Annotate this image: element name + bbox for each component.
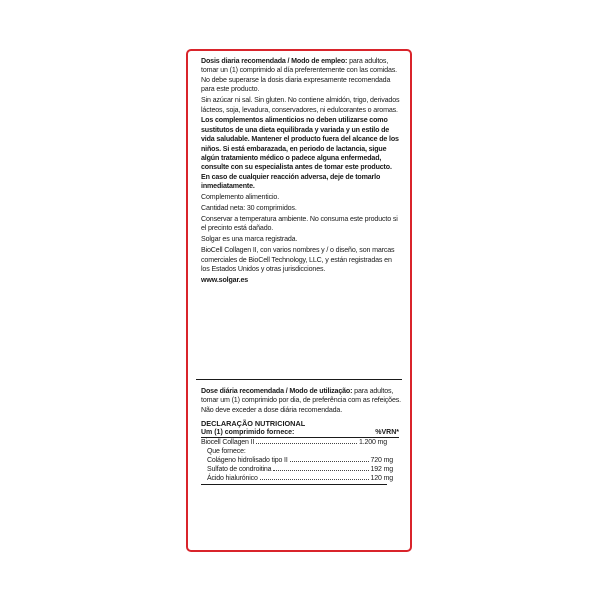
es-net-quantity: Cantidad neta: 30 comprimidos. xyxy=(201,204,297,213)
sub-item-name: Ácido hialurónico xyxy=(207,475,258,483)
table-row xyxy=(201,456,393,465)
sub-item-amount: 192 mg xyxy=(370,466,393,474)
es-dose-label: Dosis diaria recomendada / Modo de empleo: xyxy=(201,57,348,65)
es-free-from: Sin azúcar ni sal. Sin gluten. No contiene almidón, trigo, derivados lácteos, soja, levadura, conservadores, ni edulcorantes o aromas. xyxy=(201,96,400,114)
pt-dose-label: Dose diária recomendada / Modo de utilização: xyxy=(201,387,353,395)
sub-item-amount: 720 mg xyxy=(370,457,393,465)
es-website: www.solgar.es xyxy=(201,275,249,284)
es-dose-text: para adultos, tomar un (1) comprimido al día preferentemente con las comidas. No debe superarse la dosis diaria expresamente recomendada para este producto. xyxy=(201,57,397,94)
section-divider xyxy=(196,379,402,380)
dot-leader xyxy=(273,470,368,471)
supplement-label xyxy=(186,49,412,552)
sub-item-name: Colágeno hidrolisado tipo II xyxy=(207,457,288,465)
main-item-amount: 1.200 mg xyxy=(359,439,387,447)
contains-row xyxy=(201,447,393,456)
contains-label: Que fornece: xyxy=(207,448,246,456)
main-item-name: Biocell Collagen II xyxy=(201,439,255,447)
dot-leader xyxy=(260,479,369,480)
es-trademark: Solgar es una marca registrada. xyxy=(201,235,298,244)
pt-dose-text: para adultos, tomar um (1) comprimido por dia, de preferência com as refeições. Não deve exceder a dose diária recomendada. xyxy=(201,387,401,414)
sub-item-amount: 120 mg xyxy=(370,475,393,483)
es-category: Complemento alimenticio. xyxy=(201,193,280,202)
table-row xyxy=(201,465,393,474)
provides-label: Um (1) comprimido fornece: xyxy=(201,429,295,437)
spanish-section xyxy=(201,57,402,287)
sub-item-name: Sulfato de condroitina xyxy=(207,466,272,474)
es-warning: Los complementos alimenticios no deben utilizarse como sustitutos de una dieta equilibrada y variada y un estilo de vida saludable. Mantener el producto fuera del alcance de los niños. Si está embarazada, en periodo de lactancia, sigue algún tratamiento médico o padece alguna enfermedad, consulte con su especialista antes de tomar este producto. En caso de cualquier reacción adversa, deje de tomarlo inmediatamente. xyxy=(201,116,399,191)
nutrition-header-row xyxy=(201,428,399,438)
pt-dose-paragraph xyxy=(201,387,402,415)
portuguese-section xyxy=(201,387,402,485)
dot-leader xyxy=(290,461,369,462)
nutrition-table xyxy=(201,419,402,485)
vrn-label: %VRN* xyxy=(375,429,399,437)
table-bottom-rule xyxy=(201,484,387,485)
es-storage: Conservar a temperatura ambiente. No consuma este producto si el precinto está dañado. xyxy=(201,215,398,233)
table-row xyxy=(201,474,393,483)
dot-leader xyxy=(256,443,357,444)
table-row-main xyxy=(201,438,387,447)
es-biocell-trademark: BioCell Collagen II, con varios nombres y / o diseño, son marcas comerciales de BioCell Technology, LLC, y están registradas en los Estados Unidos y otras jurisdicciones. xyxy=(201,246,395,274)
es-dose-paragraph xyxy=(201,57,402,95)
nutrition-title: DECLARAÇÃO NUTRICIONAL xyxy=(201,419,306,429)
